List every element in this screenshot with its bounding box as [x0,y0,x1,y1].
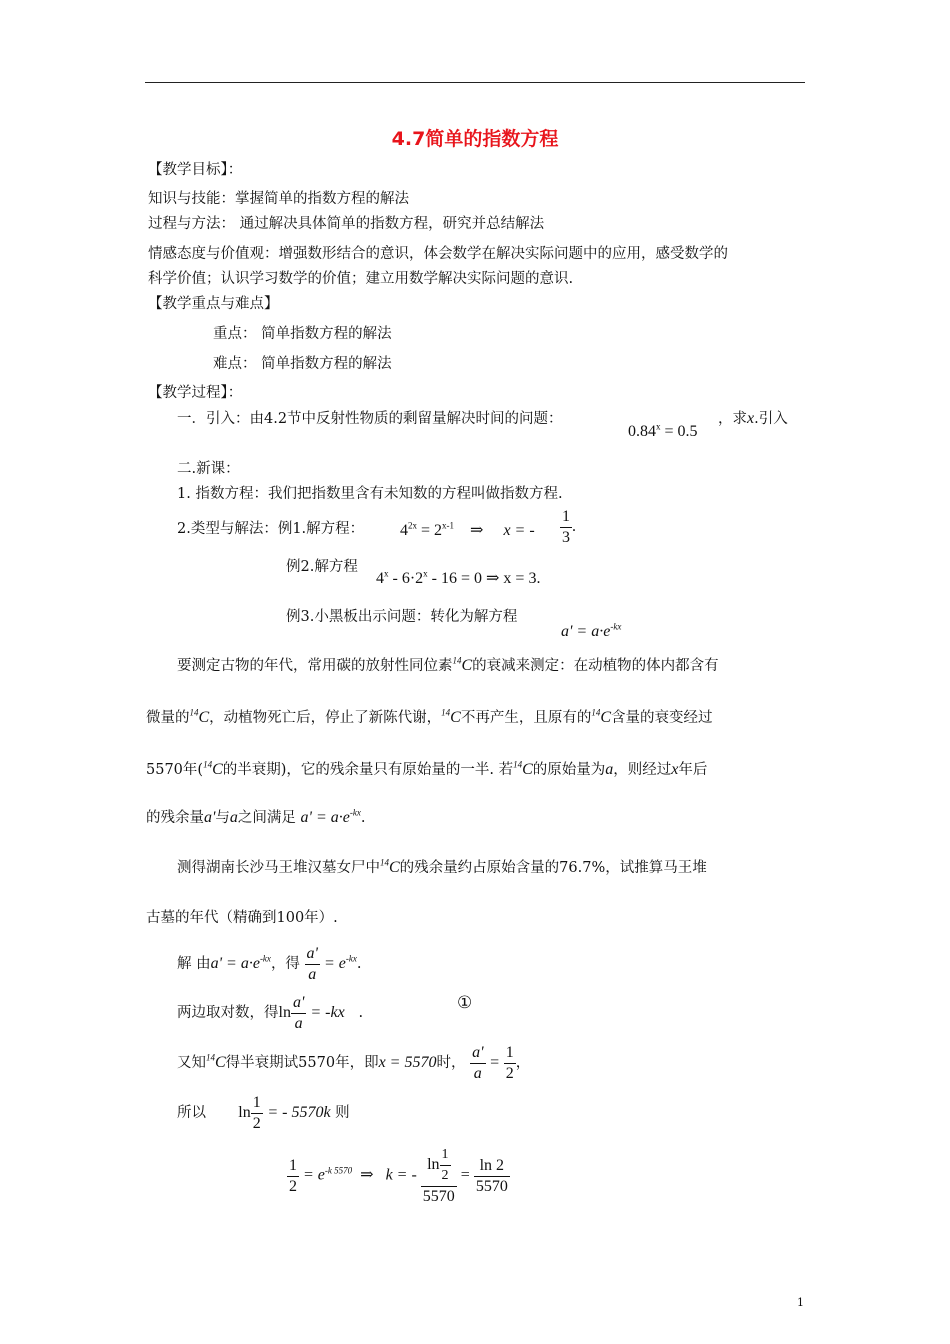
example-2-label: 例2.解方程 [286,559,358,575]
example-1-equation: $4^{2x} = 2^{x-1}$ ⇒ x = - [400,520,535,539]
example-3-equation: $a' = a\cdot e^{-kx}$ [561,621,622,640]
example-1-fraction: $\frac{1}{3}$ . [562,508,576,546]
solution-line-3: 又知$^{14}$C得半衰期试5570年，即x = 5570时， $\frac{a'}{a}$ = $\frac{1}{2}$ ， [177,1044,531,1082]
solution-line-4: 所以 ln $\frac{1}{2}$ = - 5570k 则 [177,1094,350,1132]
solution-line-5: $\frac{1}{2}$ = $e^{-k 5570}$ ⇒ k = - ln $\frac{1}{2}$ 5570 = $\frac{\ln 2}{5570}$ [289,1147,508,1205]
goal-attitude-2: 科学价值；认识学习数学的价值；建立用数学解决实际问题的意识. [148,271,574,287]
goals-heading: 【教学目标】： [148,162,243,178]
header-rule [145,82,805,83]
key-heading: 【教学重点与难点】 [148,296,279,312]
goal-knowledge: 知识与技能：掌握简单的指数方程的解法 [148,191,409,207]
goal-process: 过程与方法： 通过解决具体简单的指数方程，研究并总结解法 [148,216,545,232]
carbon-paragraph-line-1: 要测定古物的年代，常用碳的放射性同位素$^{14}$C的衰减来测定：在动植物的体内都含有 [177,655,719,674]
intro-equation: $0.84^x = 0.5$ [628,421,698,440]
example-1-label: 2.类型与解法：例1.解方程： [177,521,365,537]
difficult-point: 难点： 简单指数方程的解法 [213,356,392,372]
carbon-paragraph-line-2: 微量的$^{14}$C，动植物死亡后，停止了新陈代谢，$^{14}$C不再产生，且原有的$^{14}$C含量的衰变经过 [146,707,713,726]
problem-line-1: 测得湖南长沙马王堆汉墓女尸中$^{14}$C的残余量约占原始含量的76.7%，试推算马王堆 [177,857,707,876]
process-heading: 【教学过程】： [148,385,243,401]
intro-text: 一．引入：由4.2节中反射性物质的剩留量解决时间的问题： [177,411,563,427]
goal-attitude-1: 情感态度与价值观：增强数形结合的意识，体会数学在解决实际问题中的应用，感受数学的 [148,246,728,262]
solution-line-1: 解 由$a' = a\cdot e^{-kx}$，得 $\frac{a'}{a}$ = $e^{-kx}$. [177,945,362,983]
equation-marker: ① [457,993,473,1013]
page-number: 1 [797,1296,804,1309]
problem-line-2: 古墓的年代（精确到100年）. [146,910,338,926]
key-point: 重点： 简单指数方程的解法 [213,326,392,342]
definition: 1. 指数方程：我们把指数里含有未知数的方程叫做指数方程. [177,486,563,502]
page-title: 4.7简单的指数方程 [391,128,559,150]
solution-line-2: 两边取对数，得ln $\frac{a'}{a}$ = -kx . [177,994,364,1032]
new-lesson-heading: 二.新课： [177,461,240,477]
intro-tail: ，求x.引入 [718,410,788,427]
example-2-equation: $4^x - 6\cdot 2^x - 16 = 0$ ⇒ x = 3. [376,568,541,587]
example-3-label: 例3.小黑板出示问题：转化为解方程 [286,609,518,625]
carbon-paragraph-line-3: 5570年($^{14}$C的半衰期)，它的残余量只有原始量的一半. 若$^{14}$C的原始量为a，则经过x年后 [146,759,708,778]
carbon-paragraph-line-4: 的残余量a'与a之间满足 $a' = a\cdot e^{-kx}$. [146,807,366,826]
